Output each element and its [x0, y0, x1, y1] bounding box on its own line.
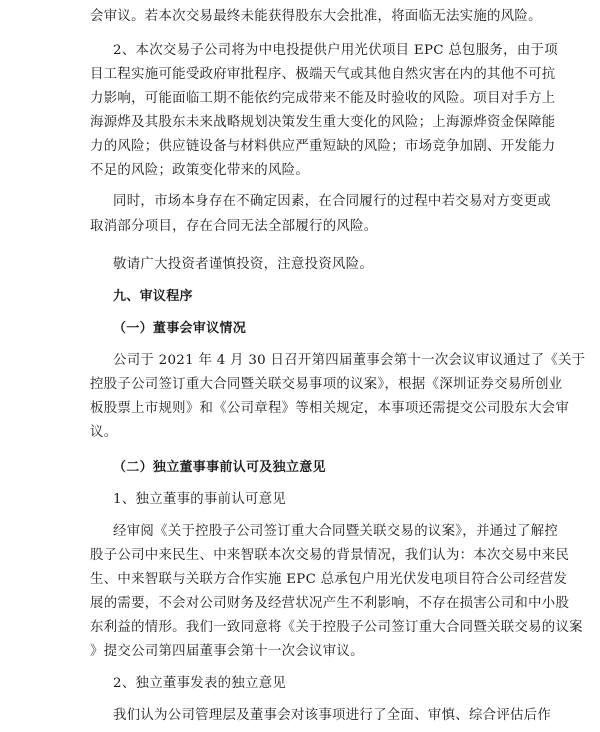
- prior-approval-line: 展的需要，不会对公司财务及经营状况产生不利影响，不存在损害公司和中小股: [90, 596, 570, 611]
- prior-approval-line: 东利益的情形。我们一致同意将《关于控股子公司签订重大合同暨关联交易的议案: [90, 620, 583, 635]
- market-uncertainty-line: 取消部分项目，存在合同无法全部履行的风险。: [90, 219, 378, 234]
- risk-epc-line: 目工程实施可能受政府审批程序、极端天气或其他自然灾害在内的其他不可抗: [90, 67, 556, 82]
- prior-approval-line: 》提交公司第四届董事会第十一次会议审议。: [90, 644, 364, 659]
- risk-epc-line: 海源烨及其股东未来战略规划决策发生重大变化的风险；上海源烨资金保障能: [90, 115, 556, 130]
- subsection-heading: （一）董事会审议情况: [113, 321, 247, 336]
- market-uncertainty-line: 同时，市场本身存在不确定因素，在合同履行的过程中若交易对方变更或: [113, 194, 552, 209]
- board-review-line: 控股子公司签订重大合同暨关联交易事项的议案》，根据《深圳证券交易所创业: [90, 377, 563, 392]
- risk-epc-line: 力的风险；供应链设备与材料供应严重短缺的风险；市场竞争加剧、开发能力: [90, 139, 556, 154]
- item-heading: 2、独立董事发表的独立意见: [113, 676, 287, 691]
- prior-approval-line: 经审阅《关于控股子公司签订重大合同暨关联交易的议案》，并通过了解控: [113, 524, 559, 539]
- prior-approval-line: 生、中来智联与关联方合作实施 EPC 总承包户用光伏发电项目符合公司经营发: [90, 572, 568, 587]
- risk-epc-line: 不足的风险；政策变化带来的风险。: [90, 163, 310, 178]
- board-review-line: 板股票上市规则》和《公司章程》等相关规定，本事项还需提交公司股东大会审: [90, 401, 570, 416]
- subsection-heading: （二）独立董事事前认可及独立意见: [113, 460, 326, 475]
- risk-epc-line: 力影响，可能面临工期不能依约完成带来不能及时验收的风险。项目对手方上: [90, 91, 556, 106]
- investor-notice-line: 敬请广大投资者谨慎投资，注意投资风险。: [113, 257, 374, 272]
- section-heading: 九、审议程序: [113, 289, 193, 304]
- prior-approval-line: 股子公司中来民生、中来智联本次交易的背景情况，我们认为：本次交易中来民: [90, 548, 570, 563]
- board-review-line: 议。: [90, 425, 118, 440]
- board-review-line: 公司于 2021 年 4 月 30 日召开第四届董事会第十一次会议审议通过了《关于: [113, 353, 586, 368]
- item-heading: 1、独立董事的事前认可意见: [113, 492, 287, 507]
- risk-epc-line: 2、本次交易子公司将为中电投提供户用光伏项目 EPC 总包服务，由于项: [113, 43, 558, 58]
- risk-approval-line: 会审议。若本次交易最终未能获得股东大会批准，将面临无法实施的风险。: [90, 9, 542, 24]
- independent-opinion-line: 我们认为公司管理层及董事会对该事项进行了全面、审慎、综合评估后作: [113, 708, 552, 723]
